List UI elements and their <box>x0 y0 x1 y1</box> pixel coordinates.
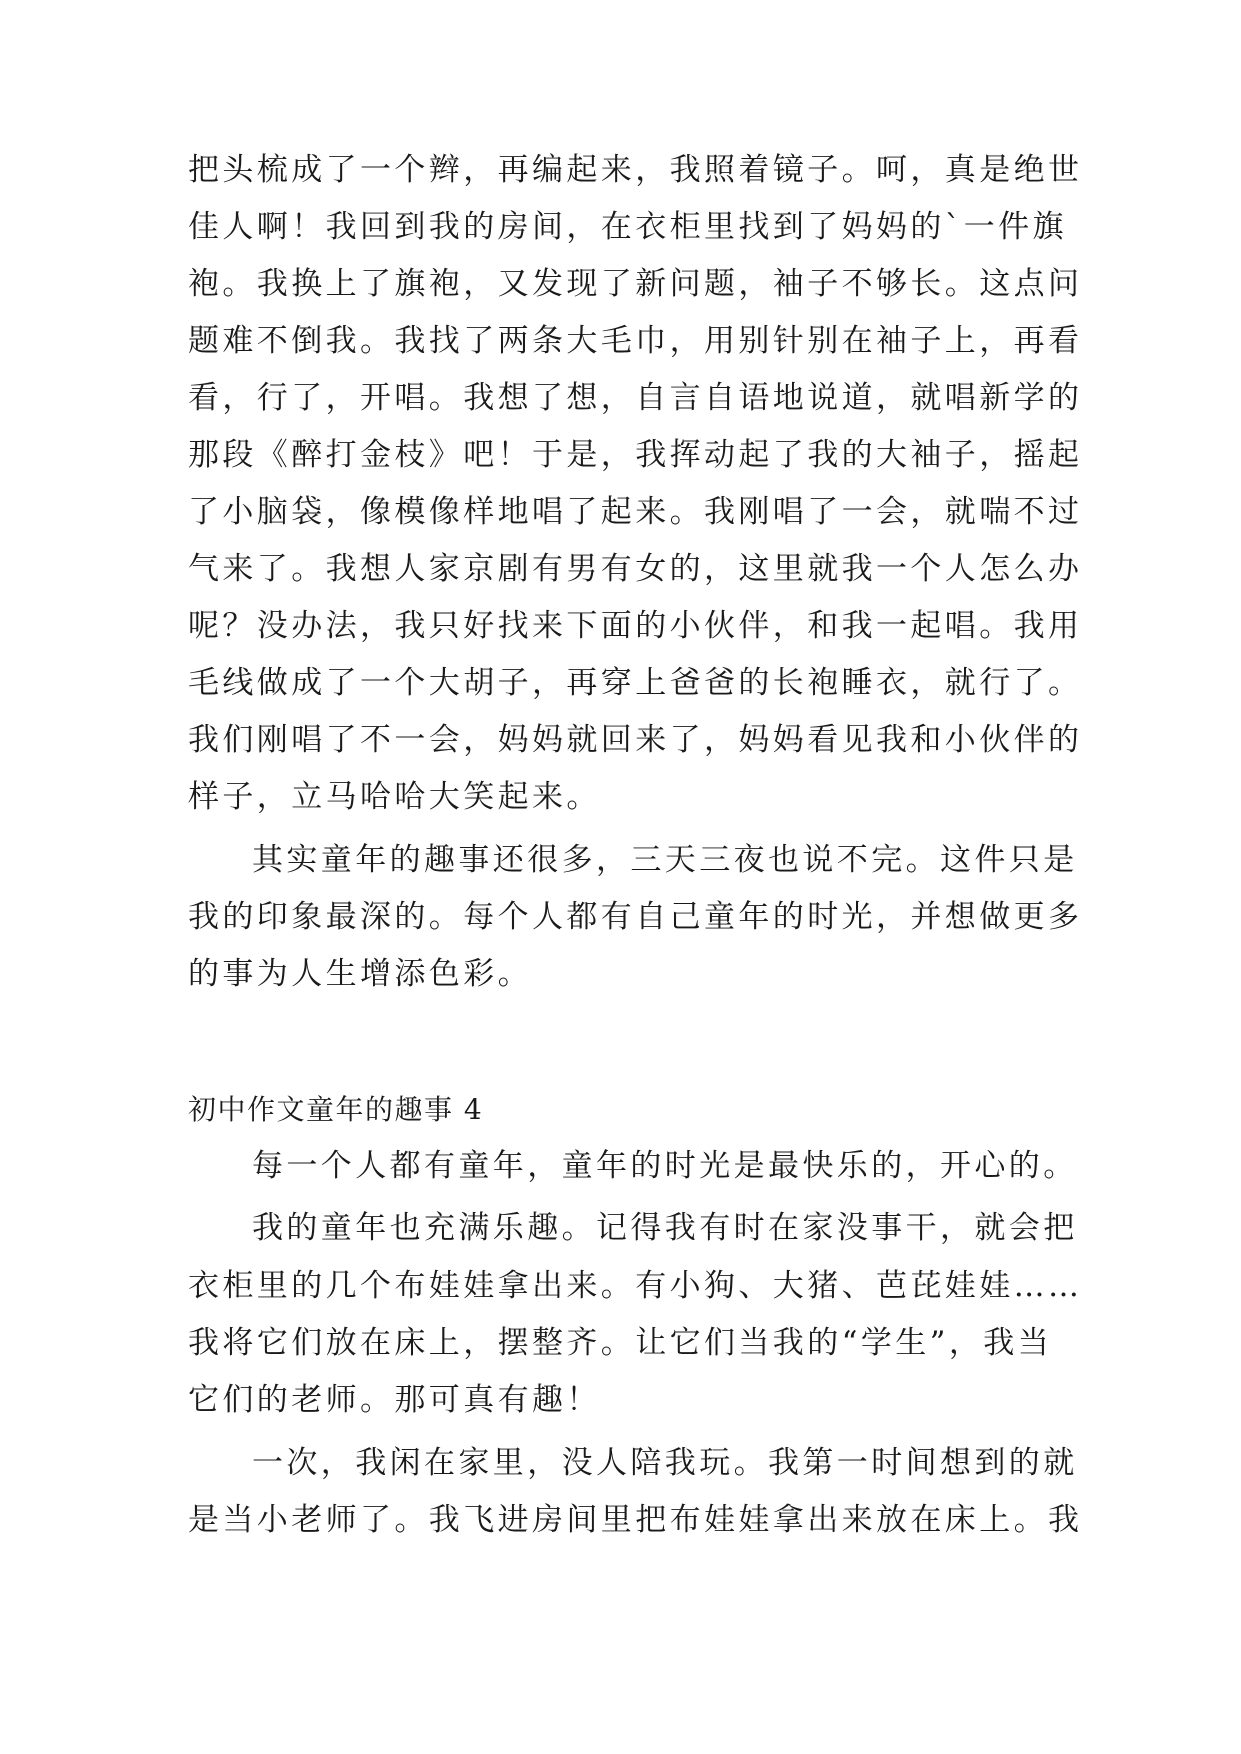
text-line: 毛线做成了一个大胡子，再穿上爸爸的长袍睡衣，就行了。 <box>188 665 1083 701</box>
text-line: 是当小老师了。我飞进房间里把布娃娃拿出来放在床上。我 <box>188 1502 1083 1538</box>
text-line: 我的童年也充满乐趣。记得我有时在家没事干，就会把 <box>252 1210 1078 1246</box>
text-line: 那段《醉打金枝》吧！于是，我挥动起了我的大袖子，摇起 <box>188 437 1083 473</box>
text-line: 每一个人都有童年，童年的时光是最快乐的，开心的。 <box>252 1148 1078 1184</box>
text-line: 样子，立马哈哈大笑起来。 <box>188 779 601 815</box>
text-line: 了小脑袋，像模像样地唱了起来。我刚唱了一会，就喘不过 <box>188 494 1083 530</box>
text-line: 气来了。我想人家京剧有男有女的，这里就我一个人怎么办 <box>188 551 1083 587</box>
text-line: 它们的老师。那可真有趣！ <box>188 1382 601 1418</box>
text-line: 的事为人生增添色彩。 <box>188 956 532 992</box>
text-line: 衣柜里的几个布娃娃拿出来。有小狗、大猪、芭芘娃娃…… <box>188 1268 1083 1304</box>
text-line: 我将它们放在床上，摆整齐。让它们当我的“学生”，我当 <box>188 1325 1053 1361</box>
text-line: 佳人啊！我回到我的房间，在衣柜里找到了妈妈的`一件旗 <box>188 209 1067 245</box>
text-line: 其实童年的趣事还很多，三天三夜也说不完。这件只是 <box>252 842 1078 878</box>
text-line: 呢？没办法，我只好找来下面的小伙伴，和我一起唱。我用 <box>188 608 1083 644</box>
text-line: 一次，我闲在家里，没人陪我玩。我第一时间想到的就 <box>252 1445 1078 1481</box>
text-line: 题难不倒我。我找了两条大毛巾，用别针别在袖子上，再看 <box>188 323 1083 359</box>
text-line: 看，行了，开唱。我想了想，自言自语地说道，就唱新学的 <box>188 380 1083 416</box>
text-line: 袍。我换上了旗袍，又发现了新问题，袖子不够长。这点问 <box>188 266 1083 302</box>
text-line: 把头梳成了一个辫，再编起来，我照着镜子。呵，真是绝世 <box>188 152 1083 188</box>
text-line: 我们刚唱了不一会，妈妈就回来了，妈妈看见我和小伙伴的 <box>188 722 1083 758</box>
text-line: 我的印象最深的。每个人都有自己童年的时光，并想做更多 <box>188 899 1083 935</box>
section-heading: 初中作文童年的趣事 4 <box>188 1093 484 1126</box>
